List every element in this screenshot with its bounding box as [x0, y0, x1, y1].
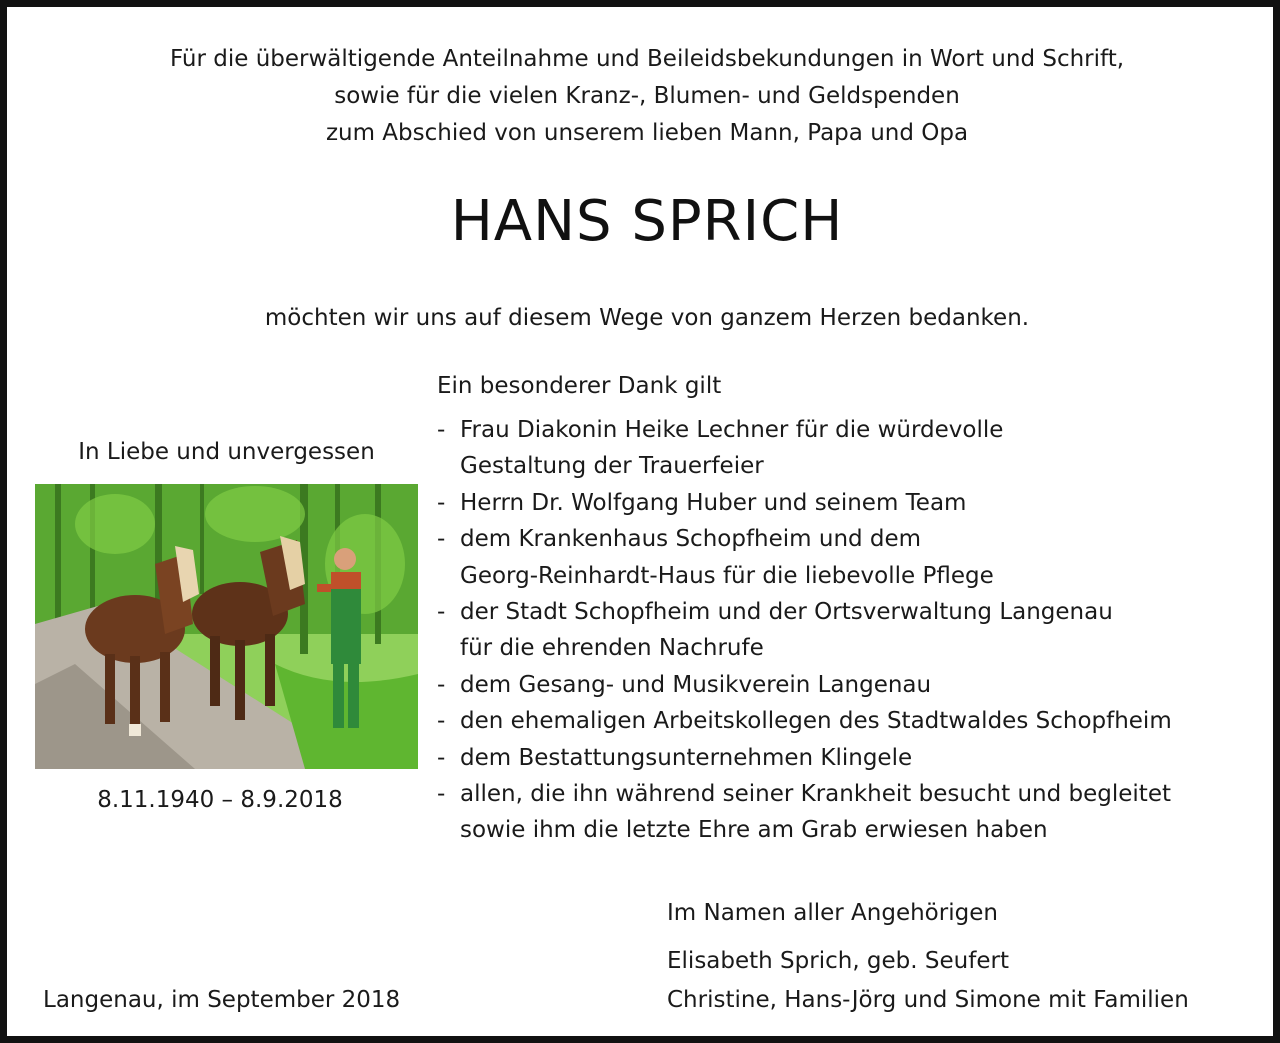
intro-line-1: Für die überwältigende Anteilnahme und Beileidsbekundungen in Wort und Schrift,	[169, 46, 1125, 72]
list-item-line: sowie ihm die letzte Ehre am Grab erwiesen haben	[460, 817, 1048, 844]
list-item	[437, 667, 1257, 703]
list-item	[437, 703, 1257, 739]
photo-illustration	[35, 484, 418, 769]
intro-line-3: zum Abschied von unserem lieben Mann, Papa und Opa	[325, 120, 969, 146]
list-item-line: Herrn Dr. Wolfgang Huber und seinem Team	[460, 489, 967, 516]
thanks-line: möchten wir uns auf diesem Wege von ganzem Herzen bedanken.	[264, 305, 1030, 331]
bullet-dash: -	[437, 489, 446, 516]
list-item-line: den ehemaligen Arbeitskollegen des Stadtwaldes Schopfheim	[460, 708, 1172, 735]
list-item-line: dem Gesang- und Musikverein Langenau	[460, 671, 932, 698]
bullet-dash: -	[437, 708, 446, 735]
list-item-line: dem Krankenhaus Schopfheim und dem	[460, 526, 922, 553]
horses-photo	[35, 484, 418, 769]
list-item	[437, 776, 1257, 849]
intro-line-2: sowie für die vielen Kranz-, Blumen- und Geldspenden	[334, 83, 960, 109]
place-and-date: Langenau, im September 2018	[43, 987, 401, 1013]
memorial-caption: In Liebe und unvergessen	[78, 439, 375, 465]
bullet-dash: -	[437, 417, 446, 443]
list-item	[437, 485, 1257, 521]
list-item	[437, 412, 1257, 485]
bullet-dash: -	[437, 671, 446, 698]
life-dates: 8.11.1940 – 8.9.2018	[97, 787, 343, 813]
list-item-line: dem Bestattungsunternehmen Klingele	[460, 744, 913, 771]
list-item-line: allen, die ihn während seiner Krankheit besucht und begleitet	[460, 781, 1171, 808]
signature-line-1: Elisabeth Sprich, geb. Seufert	[667, 948, 1009, 974]
list-item	[437, 594, 1257, 667]
special-thanks-heading: Ein besonderer Dank gilt	[437, 373, 722, 399]
bullet-dash: -	[437, 744, 446, 771]
bullet-dash: -	[437, 781, 446, 808]
list-item-line: Georg-Reinhardt-Haus für die liebevolle Pflege	[460, 562, 994, 589]
signature-intro: Im Namen aller Angehörigen	[667, 900, 998, 926]
signature-line-2: Christine, Hans-Jörg und Simone mit Familien	[667, 987, 1189, 1013]
intro-text	[7, 41, 1280, 152]
list-item	[437, 521, 1257, 594]
list-item-line: der Stadt Schopfheim und der Ortsverwaltung Langenau	[460, 599, 1113, 626]
list-item-line: Frau Diakonin Heike Lechner für die würdevolle	[460, 417, 1004, 443]
bullet-dash: -	[437, 599, 446, 626]
list-item-line: Gestaltung der Trauerfeier	[460, 453, 764, 480]
list-item	[437, 740, 1257, 776]
bullet-dash: -	[437, 526, 446, 553]
list-item-line: für die ehrenden Nachrufe	[460, 635, 764, 662]
deceased-name: HANS SPRICH	[450, 189, 844, 254]
special-thanks-list	[437, 412, 1257, 849]
